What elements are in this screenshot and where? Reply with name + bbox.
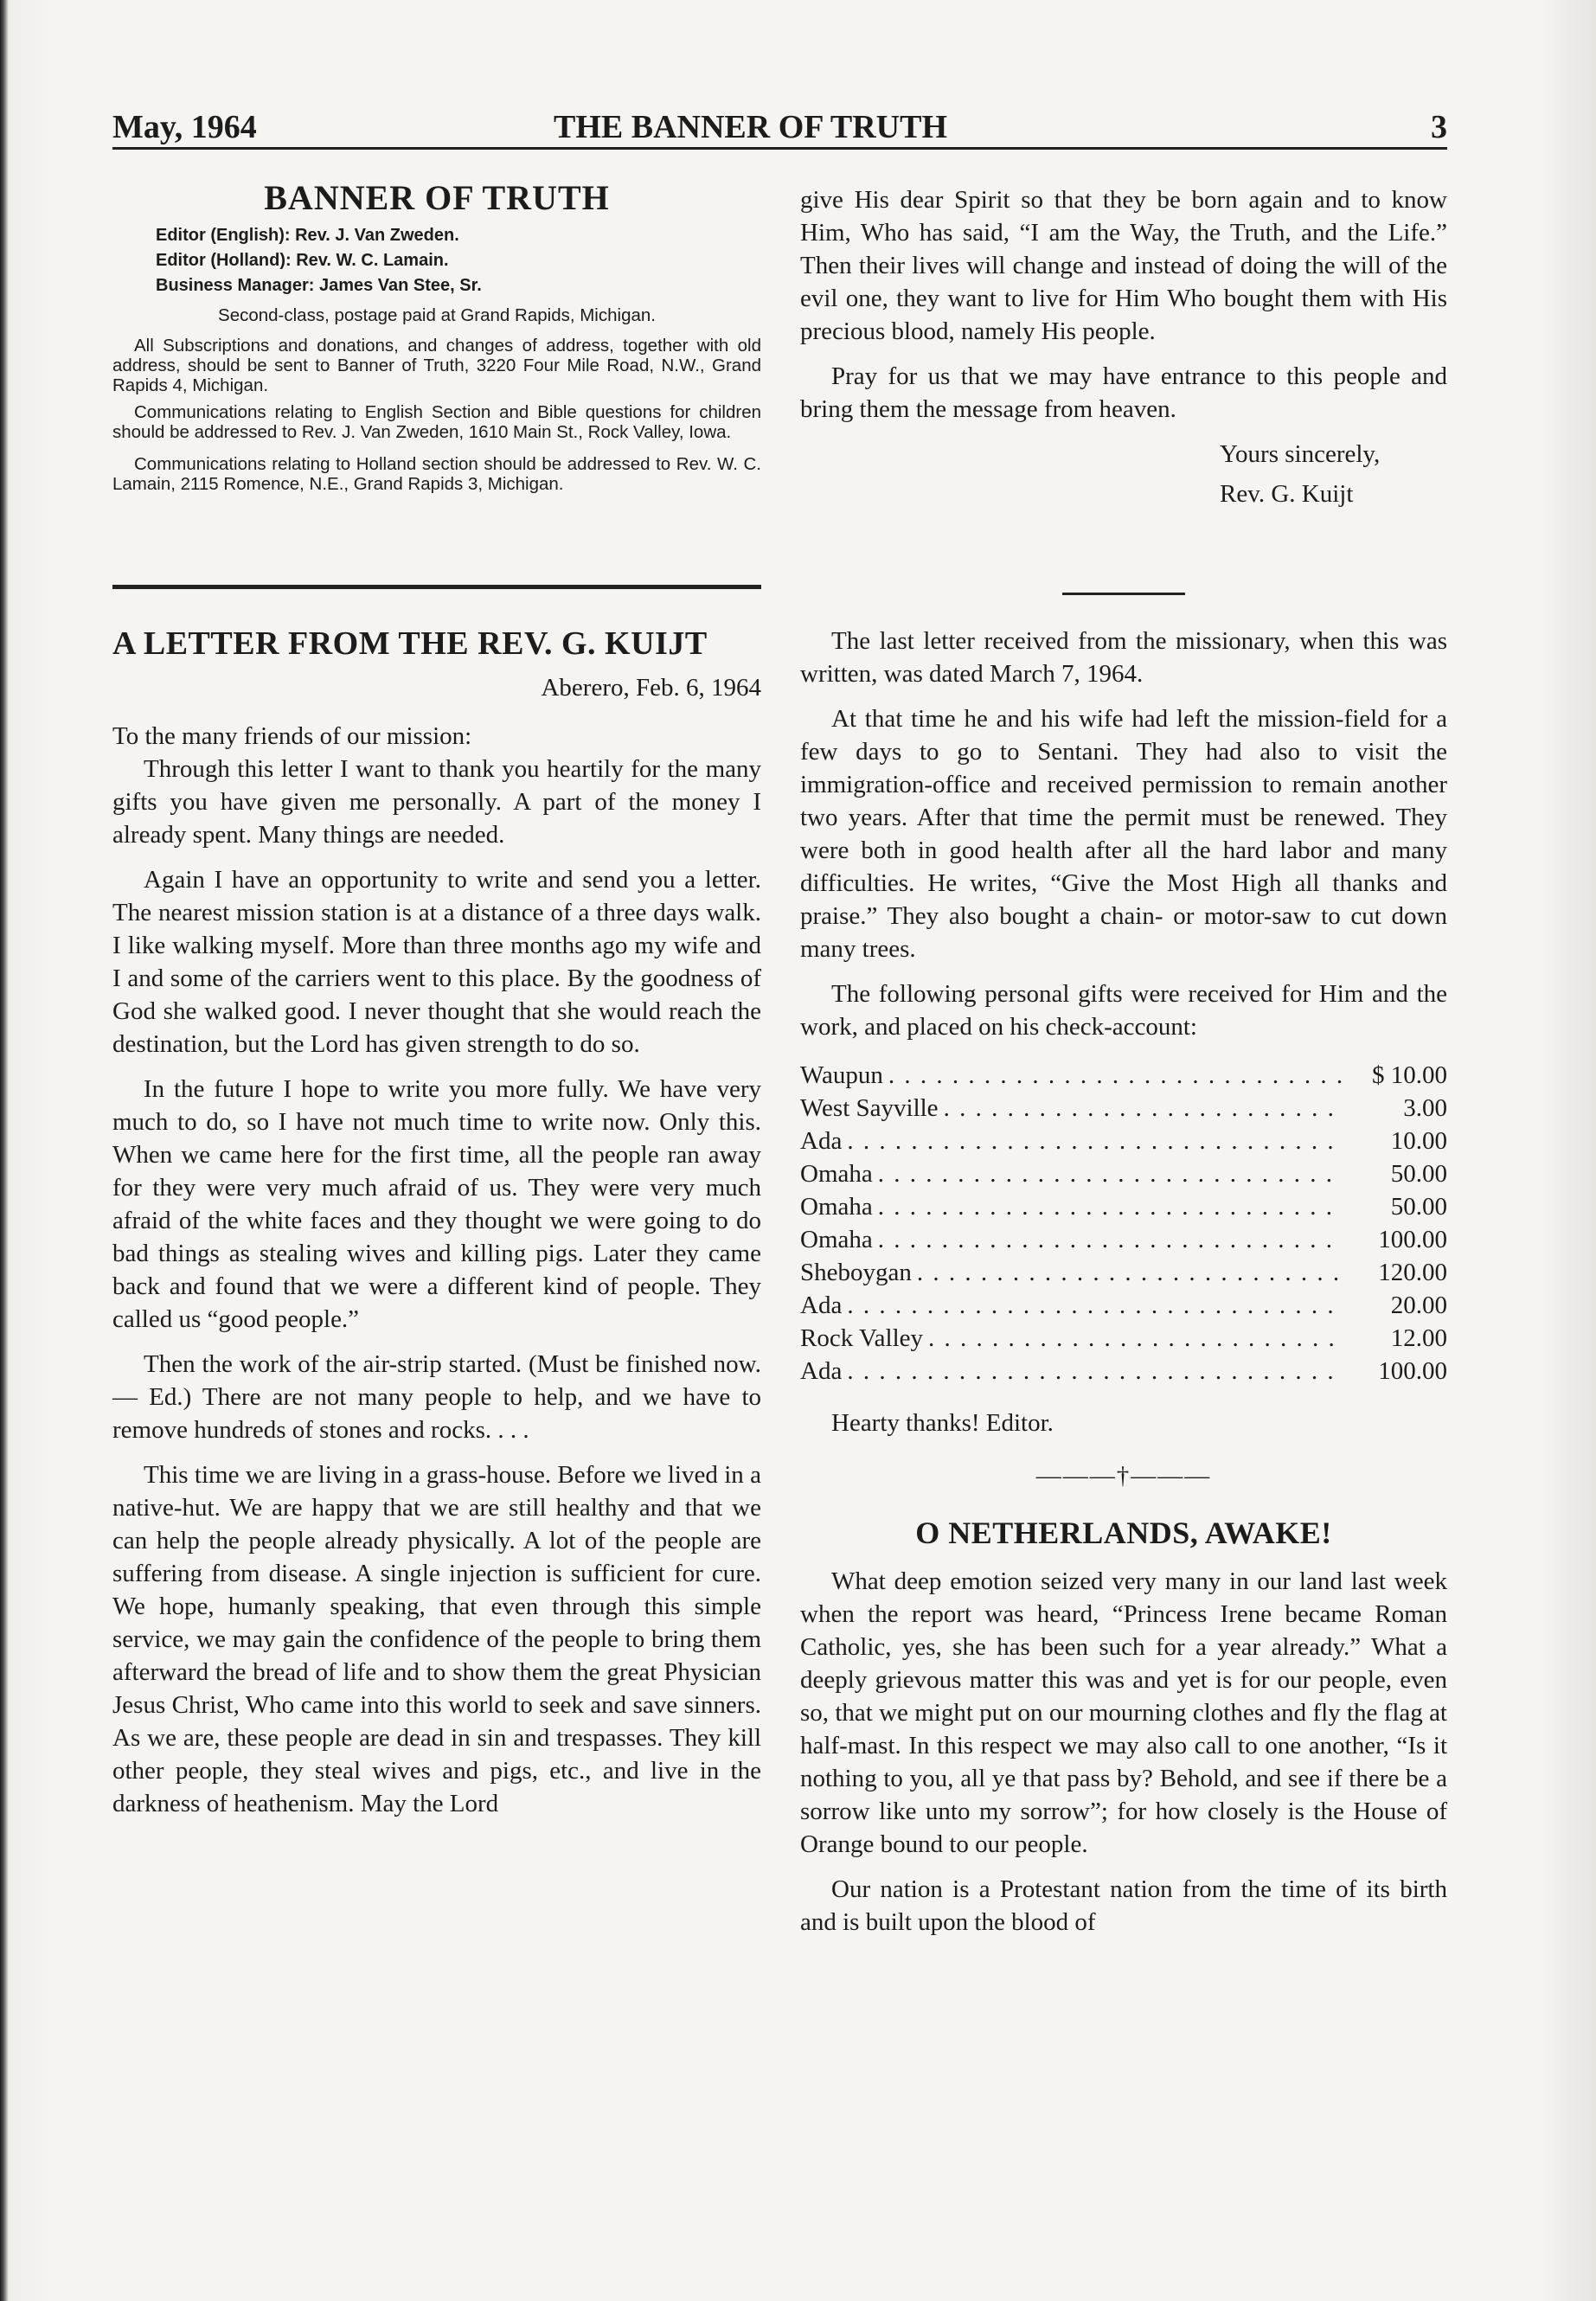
editor-paragraph: At that time he and his wife had left the mission-field for a few days to go to Sentani. They had also to visit the immigration-office and received permission to remain another two years. After that time the permit must be renewed. They were both in good health after all the hard labor and many difficulties. He writes, “Give the Most High all thanks and praise.” They also bought a chain- or motor-saw to cut down many trees. [800, 705, 1447, 963]
leader-dots [917, 1256, 1343, 1289]
gift-place: Ada [800, 1357, 843, 1385]
letter-article [112, 625, 761, 1832]
staff-line: Business Manager: James Van Stee, Sr. [156, 276, 482, 295]
leader-dots [888, 1059, 1343, 1092]
gift-row [800, 1223, 1447, 1256]
holland-section-note: Communications relating to Holland section should be addressed to Rev. W. C. Lamain, 2115 Romence, N.E., Grand Rapids 3, Michigan. [112, 454, 761, 494]
gift-row [800, 1355, 1447, 1388]
masthead [112, 177, 761, 494]
gift-place: Omaha [800, 1226, 873, 1253]
gift-row [800, 1190, 1447, 1223]
letter-signature: Rev. G. Kuijt [1220, 480, 1354, 508]
leader-dots [847, 1355, 1343, 1388]
letter-paragraph: give His dear Spirit so that they be born again and to know Him, Who has said, “I am the Way, the Truth, and the Life.” Then their lives will change and instead of doing the will of the evil one, they want to live for Him Who bought them with His precious blood, namely His people. [800, 186, 1447, 345]
header-rule [112, 147, 1447, 150]
gift-amount: 3.00 [1403, 1094, 1447, 1122]
leader-dots [878, 1157, 1343, 1190]
gift-place: Ada [800, 1292, 843, 1319]
postage-note: Second-class, postage paid at Grand Rapids, Michigan. [218, 305, 656, 325]
masthead-title: BANNER OF TRUTH [264, 178, 610, 217]
gift-amount: 100.00 [1378, 1357, 1447, 1385]
gift-place: West Sayville [800, 1094, 939, 1122]
netherlands-paragraph: Our nation is a Protestant nation from the time of its birth and is built upon the blood of [800, 1875, 1447, 1936]
continuation-body [800, 183, 1447, 426]
gift-amount: $ 10.00 [1372, 1061, 1447, 1089]
letter-paragraph: This time we are living in a grass-house. Before we lived in a native-hut. We are happy that we are still healthy and that we can help the people already physically. A lot of the people are suffering from disease. A single injection is sufficient for cure. We hope, humanly speaking, that even through this simple service, we may gain the confidence of the people to bring them afterward the bread of life and to show them the great Physician Jesus Christ, Who came into this world to seek and save sinners. As we are, these people are dead in sin and trespasses. They kill other people, they steal wives and pigs, etc., and live in the darkness of heathenism. May the Lord [112, 1461, 761, 1817]
staff-list [112, 223, 761, 298]
gift-amount: 12.00 [1390, 1324, 1447, 1352]
masthead-rule [112, 585, 761, 589]
gift-row [800, 1157, 1447, 1190]
letter-paragraph: In the future I hope to write you more fully. We have very much to do, so I have not much time to write now. Only this. When we came here for the first time, all the people ran away for they were very much afraid of us. They were very much afraid of the white faces and they thought we were going to do bad things as stealing wives and killing pigs. Later they came back and found that we were a different kind of people. They called us “good people.” [112, 1075, 761, 1333]
thanks-block [800, 1407, 1447, 1439]
running-head [112, 108, 1447, 151]
letter-heading: A LETTER FROM THE REV. G. KUIJT [112, 625, 708, 662]
dagger-separator: ———†——— [1035, 1462, 1212, 1490]
editor-paragraph: The following personal gifts were received for Him and the work, and placed on his check-account: [800, 980, 1447, 1041]
staff-line: Editor (English): Rev. J. Van Zweden. [156, 226, 459, 245]
gift-row [800, 1322, 1447, 1355]
editor-paragraph: The last letter received from the missionary, when this was written, was dated March 7, 1964. [800, 627, 1447, 688]
editor-note [800, 625, 1447, 1951]
gift-place: Rock Valley [800, 1324, 924, 1352]
section-divider [1062, 593, 1185, 595]
leader-dots [878, 1223, 1343, 1256]
letter-paragraph: Pray for us that we may have entrance to this people and bring them the message from heaven. [800, 362, 1447, 423]
gift-place: Ada [800, 1127, 843, 1155]
issue-date: May, 1964 [112, 109, 257, 145]
gift-amount: 10.00 [1390, 1127, 1447, 1155]
gift-amount: 50.00 [1390, 1193, 1447, 1221]
letter-closing: Yours sincerely, [1220, 440, 1381, 468]
netherlands-paragraph: What deep emotion seized very many in our land last week when the report was heard, “Princess Irene became Roman Catholic, yes, she has been such for a year already.” What a deeply grievous matter this was and yet is for our people, even so, that we might put on our mourning clothes and fly the flag at half-mast. In this respect we may also call to one another, “Is it nothing to you, all ye that pass by? Behold, and see if there be a sorrow like unto my sorrow”; for how closely is the House of Orange bound to our people. [800, 1567, 1447, 1858]
letter-paragraph: Through this letter I want to thank you heartily for the many gifts you have given me personally. A part of the money I already spent. Many things are needed. [112, 755, 761, 849]
netherlands-heading: O NETHERLANDS, AWAKE! [915, 1516, 1332, 1550]
gift-row [800, 1289, 1447, 1322]
gift-place: Omaha [800, 1160, 873, 1188]
leader-dots [944, 1092, 1343, 1125]
gift-amount: 120.00 [1378, 1259, 1447, 1286]
subscription-note: All Subscriptions and donations, and changes of address, together with old address, should be sent to Banner of Truth, 3220 Four Mile Road, N.W., Grand Rapids 4, Michigan. [112, 336, 761, 395]
editor-note-body [800, 625, 1447, 1043]
gift-amount: 50.00 [1390, 1160, 1447, 1188]
gift-amount: 100.00 [1378, 1226, 1447, 1253]
letter-continuation [800, 183, 1447, 510]
staff-line: Editor (Holland): Rev. W. C. Lamain. [156, 251, 449, 270]
gift-row [800, 1125, 1447, 1157]
leader-dots [847, 1125, 1343, 1157]
gift-place: Omaha [800, 1193, 873, 1221]
netherlands-body [800, 1565, 1447, 1939]
english-section-note: Communications relating to English Section and Bible questions for children should be addressed to Rev. J. Van Zweden, 1610 Main St., Rock Valley, Iowa. [112, 402, 761, 442]
gift-list [800, 1059, 1447, 1388]
letter-paragraph: Again I have an opportunity to write and send you a letter. The nearest mission station is at a distance of a three days walk. I like walking myself. More than three months ago my wife and I and some of the carriers went to this place. By the goodness of God she walked good. I never thought that she would reach the destination, but the Lord has given strength to do so. [112, 866, 761, 1058]
gift-row [800, 1256, 1447, 1289]
gift-amount: 20.00 [1390, 1292, 1447, 1319]
gift-place: Waupun [800, 1061, 883, 1089]
gift-row [800, 1059, 1447, 1092]
letter-body [112, 720, 761, 1820]
page-number: 3 [1431, 109, 1447, 145]
gift-row [800, 1092, 1447, 1125]
letter-salutation: To the many friends of our mission: [112, 722, 472, 750]
gift-place: Sheboygan [800, 1259, 912, 1286]
letter-dateline: Aberero, Feb. 6, 1964 [541, 674, 761, 702]
letter-paragraph: Then the work of the air-strip started. (Must be finished now. — Ed.) There are not many people to help, and we have to remove hundreds of stones and rocks. . . . [112, 1350, 761, 1444]
editor-thanks: Hearty thanks! Editor. [831, 1409, 1054, 1437]
leader-dots [878, 1190, 1343, 1223]
publication-title: THE BANNER OF TRUTH [554, 109, 948, 145]
leader-dots [847, 1289, 1343, 1322]
leader-dots [928, 1322, 1343, 1355]
